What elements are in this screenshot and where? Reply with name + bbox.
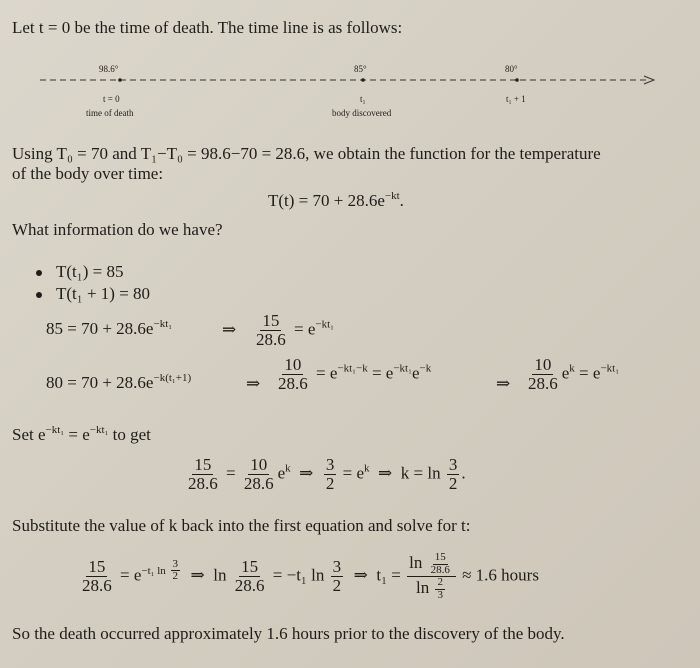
k-derivation: $\frac{15}{28.6}$ = $\frac{10}{28.6}$ $e^k$ ⇒ $\frac{3}{2}$ = $e^k$ ⇒ k = ln $\frac{3}{2}$ . [188, 455, 466, 493]
conclusion-text: So the death occurred approximately 1.6 hours prior to the discovery of the body. [12, 624, 565, 643]
timeline-point-discovery [361, 78, 365, 82]
bullet-2: T(t₁ + 1) = 80 [36, 284, 150, 304]
bullet-dot [36, 270, 42, 276]
substitute-text: Substitute the value of k back into the first equation and solve for t: [12, 516, 471, 535]
equation-2-left: $80 = 70 + 28.6e^{-k(t_1+1)}$ [46, 372, 192, 392]
time-label-death: t = 0 [103, 94, 120, 104]
equation-2-middle: $\frac{10}{28.6}$ = $e^{-kt_1-k} = e^{-kt_1}e^{-k}$ [278, 355, 432, 393]
set-line: Set $e^{-kt_1} = e^{-kt_1}$ to get [12, 424, 151, 444]
time-label-later: t₁ + 1 [506, 94, 526, 104]
intro-text: Let t = 0 be the time of death. The time line is as follows: [12, 18, 403, 37]
timeline-point-death [118, 78, 122, 82]
temp-label-death: 98.6° [99, 64, 119, 74]
temp-label-discovery: 85° [354, 64, 367, 74]
temp-label-later: 80° [505, 64, 518, 74]
event-label-discovery: body discovered [332, 108, 392, 118]
using-line-2: of the body over time: [12, 164, 164, 183]
equation-1-right: $\frac{15}{28.6}$ = $e^{-kt_1}$ [256, 311, 334, 349]
arrow-3: ⇒ [496, 374, 511, 393]
arrow-2: ⇒ [246, 374, 261, 393]
temperature-function: $T(t) = 70 + 28.6e^{-kt}$. [268, 190, 404, 210]
time-label-discovery: t₁ [360, 94, 366, 104]
bullet-1: T(t₁) = 85 [36, 262, 123, 282]
question-text: What information do we have? [12, 220, 223, 239]
t1-derivation: $\frac{15}{28.6}$ = $e^{-t_1 ln \frac{3}{2}}$ ⇒ ln $\frac{15}{28.6}$ = −t₁ ln $\frac{3}{2}$ ⇒ t₁ = ln $\frac{15}{28.6}$ ln $\frac{2}{3}$ ≈ 1.6 hours [82, 551, 539, 601]
using-line-1: Using T₀ = 70 and T₁−T₀ = 98.6−70 = 28.6, we obtain the function for the temperature [12, 144, 601, 163]
event-label-death: time of death [86, 108, 134, 118]
equation-2-right: $\frac{10}{28.6}$ $e^k = e^{-kt_1}$ [528, 355, 620, 393]
equation-1-left: $85 = 70 + 28.6e^{-kt_1}$ [46, 318, 173, 338]
bullet-dot [36, 292, 42, 298]
timeline-diagram [40, 60, 665, 130]
arrow-1: ⇒ [222, 320, 237, 339]
timeline-point-later [515, 78, 519, 82]
